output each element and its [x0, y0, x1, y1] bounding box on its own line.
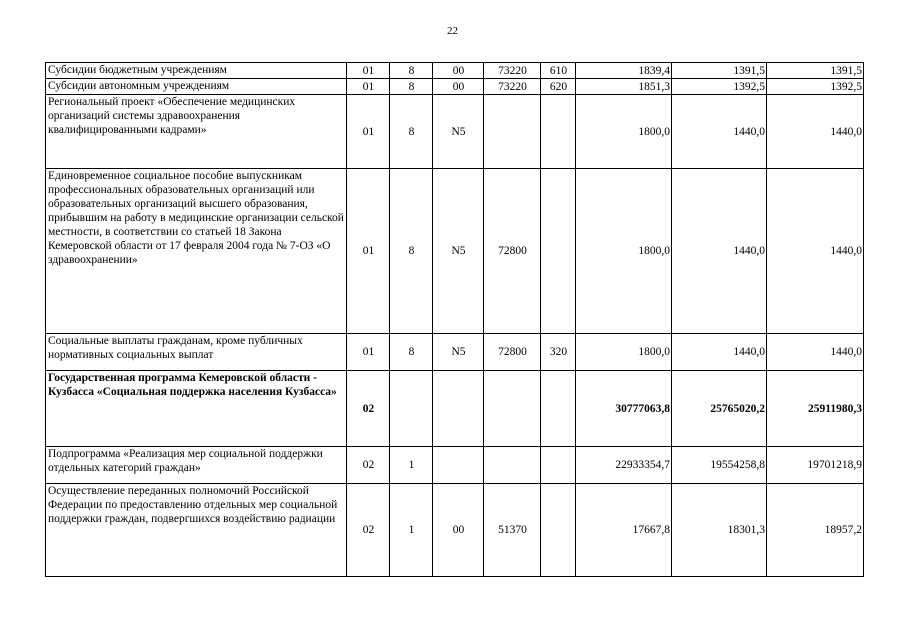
- value-cell: 22933354,7: [576, 447, 672, 484]
- value-cell: 19554258,8: [672, 447, 767, 484]
- row-name: Субсидии автономным учреждениям: [46, 79, 347, 95]
- code-cell: 8: [390, 79, 433, 95]
- row-name: Государственная программа Кемеровской области - Кузбасса «Социальная поддержка населения Кузбасса»: [46, 371, 347, 447]
- code-cell: [541, 95, 576, 169]
- table-row: [46, 484, 864, 577]
- code-cell: [541, 447, 576, 484]
- code-cell: 8: [390, 169, 433, 334]
- code-cell: 00: [433, 484, 484, 577]
- code-cell: [484, 371, 541, 447]
- code-cell: 01: [347, 95, 390, 169]
- code-cell: 73220: [484, 79, 541, 95]
- value-cell: 1440,0: [672, 334, 767, 371]
- code-cell: 02: [347, 371, 390, 447]
- value-cell: 1392,5: [672, 79, 767, 95]
- value-cell: 17667,8: [576, 484, 672, 577]
- page-number: 22: [447, 25, 458, 37]
- code-cell: 01: [347, 169, 390, 334]
- code-cell: 01: [347, 63, 390, 79]
- code-cell: 620: [541, 79, 576, 95]
- code-cell: 73220: [484, 63, 541, 79]
- table-row: [46, 169, 864, 334]
- value-cell: 25911980,3: [767, 371, 864, 447]
- code-cell: 51370: [484, 484, 541, 577]
- code-cell: [541, 484, 576, 577]
- row-name: Региональный проект «Обеспечение медицинских организаций системы здравоохранения квалифицированными кадрами»: [46, 95, 347, 169]
- code-cell: 02: [347, 447, 390, 484]
- code-cell: 8: [390, 334, 433, 371]
- value-cell: 18301,3: [672, 484, 767, 577]
- value-cell: 1392,5: [767, 79, 864, 95]
- value-cell: 1851,3: [576, 79, 672, 95]
- code-cell: [541, 371, 576, 447]
- code-cell: [541, 169, 576, 334]
- code-cell: [433, 371, 484, 447]
- code-cell: [484, 95, 541, 169]
- code-cell: 72800: [484, 334, 541, 371]
- code-cell: N5: [433, 334, 484, 371]
- code-cell: 8: [390, 63, 433, 79]
- value-cell: 1391,5: [672, 63, 767, 79]
- code-cell: N5: [433, 169, 484, 334]
- table-row: [46, 334, 864, 371]
- value-cell: 1800,0: [576, 334, 672, 371]
- row-name: Субсидии бюджетным учреждениям: [46, 63, 347, 79]
- code-cell: 01: [347, 79, 390, 95]
- value-cell: 1440,0: [672, 95, 767, 169]
- value-cell: 1800,0: [576, 95, 672, 169]
- table-row: [46, 371, 864, 447]
- table-row: [46, 95, 864, 169]
- code-cell: [390, 371, 433, 447]
- value-cell: 19701218,9: [767, 447, 864, 484]
- row-name: Единовременное социальное пособие выпускникам профессиональных образовательных организаций или образовательных организаций высшего образования, прибывшим на работу в медицинские организации сельской местности, в соответствии со статьей 18 Закона Кемеровской области от 17 февраля 2004 года № 7-ОЗ «О здравоохранении»: [46, 169, 347, 334]
- table-row: [46, 79, 864, 95]
- row-name: Подпрограмма «Реализация мер социальной поддержки отдельных категорий граждан»: [46, 447, 347, 484]
- code-cell: 00: [433, 63, 484, 79]
- value-cell: 1440,0: [672, 169, 767, 334]
- value-cell: 18957,2: [767, 484, 864, 577]
- row-name: Осуществление переданных полномочий Российской Федерации по предоставлению отдельных мер социальной поддержки граждан, подвергшихся воздействию радиации: [46, 484, 347, 577]
- code-cell: 610: [541, 63, 576, 79]
- value-cell: 1440,0: [767, 169, 864, 334]
- table-row: [46, 447, 864, 484]
- code-cell: 02: [347, 484, 390, 577]
- code-cell: 72800: [484, 169, 541, 334]
- value-cell: 1800,0: [576, 169, 672, 334]
- budget-table: [45, 62, 864, 577]
- value-cell: 25765020,2: [672, 371, 767, 447]
- code-cell: 00: [433, 79, 484, 95]
- value-cell: 1391,5: [767, 63, 864, 79]
- value-cell: 1440,0: [767, 95, 864, 169]
- code-cell: [484, 447, 541, 484]
- code-cell: 320: [541, 334, 576, 371]
- code-cell: N5: [433, 95, 484, 169]
- code-cell: 1: [390, 447, 433, 484]
- table-row: [46, 63, 864, 79]
- value-cell: 1440,0: [767, 334, 864, 371]
- code-cell: 01: [347, 334, 390, 371]
- code-cell: 8: [390, 95, 433, 169]
- value-cell: 30777063,8: [576, 371, 672, 447]
- value-cell: 1839,4: [576, 63, 672, 79]
- code-cell: 1: [390, 484, 433, 577]
- code-cell: [433, 447, 484, 484]
- row-name: Социальные выплаты гражданам, кроме публичных нормативных социальных выплат: [46, 334, 347, 371]
